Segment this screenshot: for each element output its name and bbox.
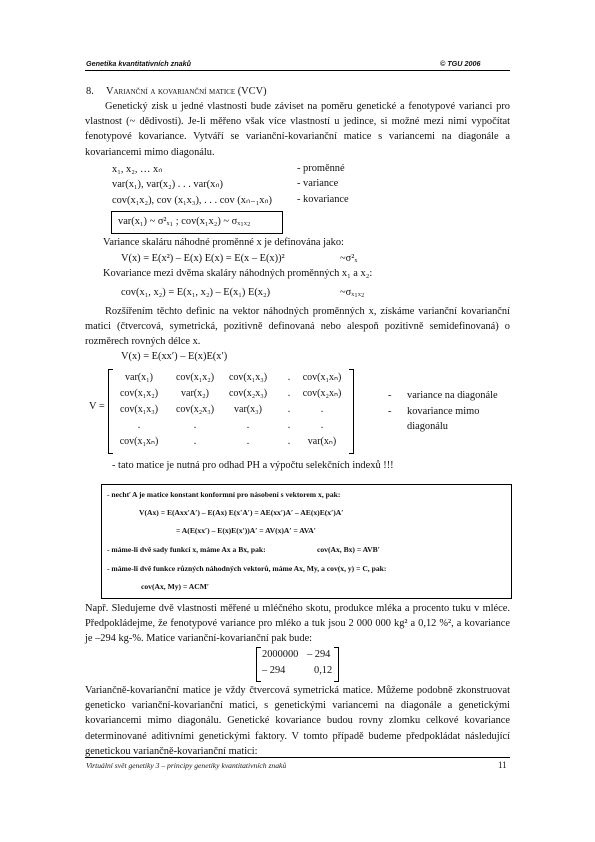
box-line-3: = A(E(xx′) – E(x)E(x′))A′ = AV(x)A′ = AVA′ — [176, 526, 316, 535]
matrix-cell: . — [287, 436, 291, 447]
matrix-note-dash: - — [388, 390, 392, 401]
matrix-cell: var(x₃) — [234, 404, 262, 415]
covariance-sigma: ~σₓ₁ₓ₂ — [340, 287, 365, 298]
example-paragraph — [85, 601, 510, 647]
covariance-formula: cov(x₁, x₂) = E(x₁, x₂) – E(x₁) E(x₂) — [121, 287, 271, 298]
matrix-cell: . — [193, 420, 197, 431]
matrix-cell: cov(x₂x₃) — [228, 388, 268, 399]
running-header-title: Genetika kvantitativních znaků — [86, 59, 192, 68]
matrix-cell: . — [137, 420, 141, 431]
matrix-ph-note: - tato matice je nutná pro odhad PH a výpočtu selekčních indexů !!! — [112, 460, 394, 471]
list-item-variables: x₁, x₂, … xₙ — [112, 164, 163, 175]
matrix-cell: var(x₂) — [181, 388, 209, 399]
small-matrix-cell: 2000000 — [262, 649, 299, 660]
matrix-cell: cov(x₁x₂) — [119, 388, 159, 399]
section-title: Varianční a kovarianční matice (VCV) — [106, 86, 267, 97]
variance-sigma: ~σ²ₓ — [340, 253, 358, 264]
small-matrix-cell: – 294 — [262, 665, 286, 676]
matrix-cell: cov(x₁x₂) — [175, 372, 215, 383]
list-desc-covariances: - kovariance — [297, 194, 349, 205]
closing-text: Variančně-kovarianční matice je vždy čtvercová symetrická matice. Můžeme podobně zkonstruovat geneticko varianční-kovarianční matici, s genetickými variancemi na diagonále a genetickými kovariancemi mimo diagonálu. Genetické kovariance budou rovny zlomku celkové kovariance determinované aditivními genetickými faktory. V tomto případě budeme předpokládat následující genetickou variančně-kovarianční matici: — [85, 685, 510, 757]
box-line-6: cov(Ax, My) = ACM′ — [141, 582, 210, 591]
intro-text: Genetický zisk u jedné vlastnosti bude záviset na poměru genetické a fenotypové varianci pro vlastnost (~ dědivosti). Je-li měřeno však více vlastností u jedince, si možné mezi nimi vypočítat fenotypové kovariance. Vytváří se varianční-kovarianční matice s variancemi na diagonále a kovariancemi mimo diagonálu. — [85, 101, 510, 158]
matrix-cell: cov(x₁x₃) — [119, 404, 159, 415]
vx-formula: V(x) = E(xx′) – E(x)E(x′) — [121, 351, 228, 362]
matrix-note-offdiag-cont: diagonálu — [407, 421, 448, 432]
closing-paragraph — [85, 683, 510, 759]
matrix-cell: cov(x₂x₃) — [175, 404, 215, 415]
matrix-cell: . — [320, 404, 324, 415]
matrix-label: V = — [89, 401, 105, 412]
list-item-variances: var(x₁), var(x₂) . . . var(xₙ) — [112, 179, 223, 190]
matrix-cell: . — [246, 436, 250, 447]
small-matrix-cell: 0,12 — [314, 665, 333, 676]
matrix-cell: . — [287, 404, 291, 415]
matrix-cell: cov(x₁xₙ) — [302, 372, 342, 383]
extension-text: Rozšířením těchto definic na vektor náhodných proměnných x, získáme varianční kovarianční matici (čtvercová, symetrická, pozitivně definovaná nebo alespoň pozitivně semidefinovaná) o rozměrech rovných délce x. — [85, 306, 510, 348]
matrix-cell: cov(x₁xₙ) — [119, 436, 159, 447]
matrix-note-diagonal: variance na diagonále — [407, 390, 498, 401]
section-number: 8. — [86, 86, 94, 97]
matrix-cell: . — [193, 436, 197, 447]
footer-rule — [85, 757, 510, 758]
matrix-cell: . — [246, 420, 250, 431]
matrix-cell: var(xₙ) — [307, 436, 337, 447]
list-desc-variables: - proměnné — [297, 163, 345, 174]
box-line-2: V(Ax) = E(Axx′A′) – E(Ax) E(x′A′) = AE(xx′)A′ – AE(x)E(x′)A′ — [139, 508, 344, 517]
matrix-note-offdiag: kovariance mimo — [407, 406, 480, 417]
box-line-1: - nechť A je matice konstant konformní pro násobení s vektorem x, pak: — [107, 490, 341, 499]
matrix-cell: . — [320, 420, 324, 431]
running-header-copyright: © TGU 2006 — [440, 59, 481, 68]
extension-paragraph — [85, 304, 510, 350]
box-line-5: - máme-li dvě funkce různých náhodných vektorů, máme Ax, My, a cov(x, y) = C, pak: — [107, 564, 387, 573]
page-number: 11 — [498, 760, 507, 770]
matrix-cell: . — [287, 388, 291, 399]
header-rule — [85, 70, 510, 71]
boxed-formula: var(x₁) ~ σ²ₓ₁ ; cov(x₁x₂) ~ σₓ₁ₓ₂ — [118, 216, 251, 227]
box-line-4b: cov(Ax, Bx) = AVB′ — [317, 545, 380, 554]
footer-text: Virtuální svět genetiky 3 – principy genetiky kvantitativních znaků — [86, 761, 287, 770]
box-line-4a: - máme-li dvě sady funkcí x, máme Ax a Bx, pak: — [107, 545, 266, 554]
list-desc-variances: - variance — [297, 178, 339, 189]
list-item-covariances: cov(x₁x₂), cov (x₁x₃), . . . cov (xₙ₋₁xₙ) — [112, 195, 272, 206]
matrix-cell: . — [287, 372, 291, 383]
intro-paragraph — [85, 99, 510, 160]
matrix-cell: var(x₁) — [125, 372, 153, 383]
matrix-cell: cov(x₂xₙ) — [302, 388, 342, 399]
small-matrix-cell: – 294 — [307, 649, 331, 660]
example-text: Např. Sledujeme dvě vlastnosti měřené u mléčného skotu, produkce mléka a procento tuku v mléce. Předpokládejme, že fenotypové variance pro mléko a tuk jsou 2 000 000 kg² a 0,12 %², a kovariance je –294 kg-%. Matice varianční-kovarianční pak bude: — [85, 603, 510, 645]
matrix-cell: cov(x₁x₃) — [228, 372, 268, 383]
variance-formula: V(x) = E(x²) – E(x) E(x) = E(x – E(x))² — [121, 253, 285, 264]
small-matrix-left-bracket — [256, 647, 261, 682]
covariance-definition-text: Kovariance mezi dvěma skaláry náhodných proměnných x₁ a x₂: — [103, 268, 373, 279]
matrix-cell: . — [287, 420, 291, 431]
small-matrix-right-bracket — [334, 647, 339, 682]
variance-definition-text: Variance skaláru náhodné proměnné x je definována jako: — [103, 237, 344, 248]
matrix-note-dash: - — [388, 406, 392, 417]
